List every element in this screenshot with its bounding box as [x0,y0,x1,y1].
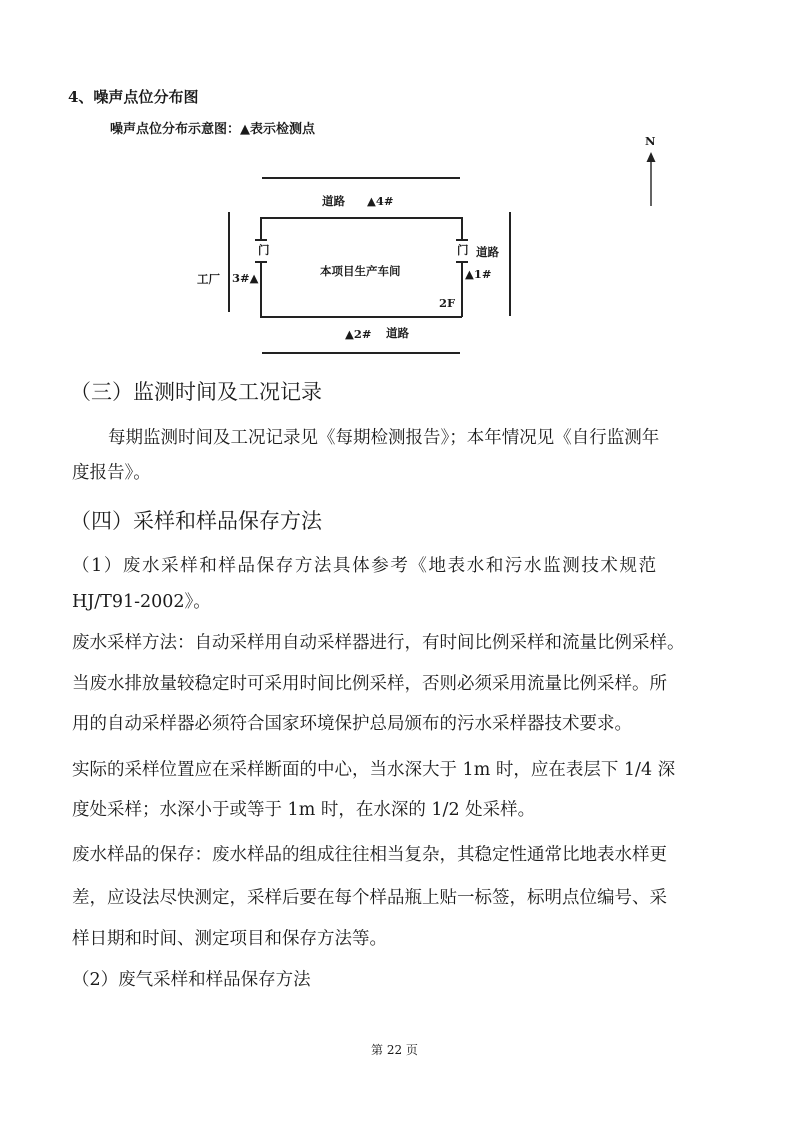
point-3-marker: 3#▲ [232,271,259,285]
road-left-line [228,212,230,312]
point-4-marker: ▲4# [367,194,394,208]
workshop-top-edge [260,217,462,219]
item1-line1: （1）废水采样和样品保存方法具体参考《地表水和污水监测技术规范 [72,556,658,576]
road-bottom-line [262,352,460,354]
gate-right-tick-top [456,239,468,241]
gate-right-tick-bottom [456,261,468,263]
workshop-bottom-edge [260,316,462,318]
workshop-left-edge-lower [260,262,262,317]
road-top-label: 道路 [322,194,345,208]
sampling-position-line1: 实际的采样位置应在采样断面的中心，当水深大于 1m 时，应在表层下 1/4 深 [72,760,676,780]
road-top-line [262,177,460,179]
workshop-label: 本项目生产车间 [320,264,401,278]
gate-left-tick-top [255,239,267,241]
gate-right-label: 门 [457,243,469,257]
noise-section-title: 4、噪声点位分布图 [68,88,199,106]
point-2-marker: ▲2# [345,327,372,341]
factory-label: 工厂 [197,272,220,286]
gate-left-label: 门 [258,243,270,257]
road-right-label: 道路 [476,245,499,259]
item2-line: （2）废气采样和样品保存方法 [72,970,311,990]
workshop-right-edge-lower [461,262,463,317]
north-arrow-icon [644,152,658,206]
section3-paragraph-line1: 每期监测时间及工况记录见《每期检测报告》；本年情况见《自行监测年 [108,428,660,448]
wastewater-sampling-line2: 当废水排放量较稳定时可采用时间比例采样，否则必须采用流量比例采样。所 [72,674,667,694]
workshop-left-edge-upper [260,217,262,239]
road-bottom-label: 道路 [386,326,409,340]
workshop-right-edge-upper [461,217,463,239]
item1-line2: HJ/T91-2002》。 [72,592,211,612]
page-number: 第 22 页 [371,1043,418,1057]
wastewater-sampling-line3: 用的自动采样器必须符合国家环境保护总局颁布的污水采样器技术要求。 [72,714,632,734]
gate-left-tick-bottom [255,261,267,263]
sample-storage-line1: 废水样品的保存：废水样品的组成往往相当复杂，其稳定性通常比地表水样更 [72,845,667,865]
sample-storage-line3: 样日期和时间、测定项目和保存方法等。 [72,929,387,949]
section3-paragraph-line2: 度报告》。 [72,463,151,483]
sampling-position-line2: 度处采样；水深小于或等于 1m 时，在水深的 1/2 处采样。 [72,800,536,820]
road-right-line [509,212,511,316]
diagram-legend: 噪声点位分布示意图：▲表示检测点 [110,122,315,137]
section3-heading: （三）监测时间及工况记录 [70,380,322,404]
section4-heading: （四）采样和样品保存方法 [70,509,322,533]
sample-storage-line2: 差，应设法尽快测定，采样后要在每个样品瓶上贴一标签，标明点位编号、采 [72,888,667,908]
point-1-marker: ▲1# [465,267,492,281]
floor-label: 2F [439,296,456,310]
wastewater-sampling-line1: 废水采样方法：自动采样用自动采样器进行，有时间比例采样和流量比例采样。 [72,633,685,653]
north-label: N [645,134,656,148]
